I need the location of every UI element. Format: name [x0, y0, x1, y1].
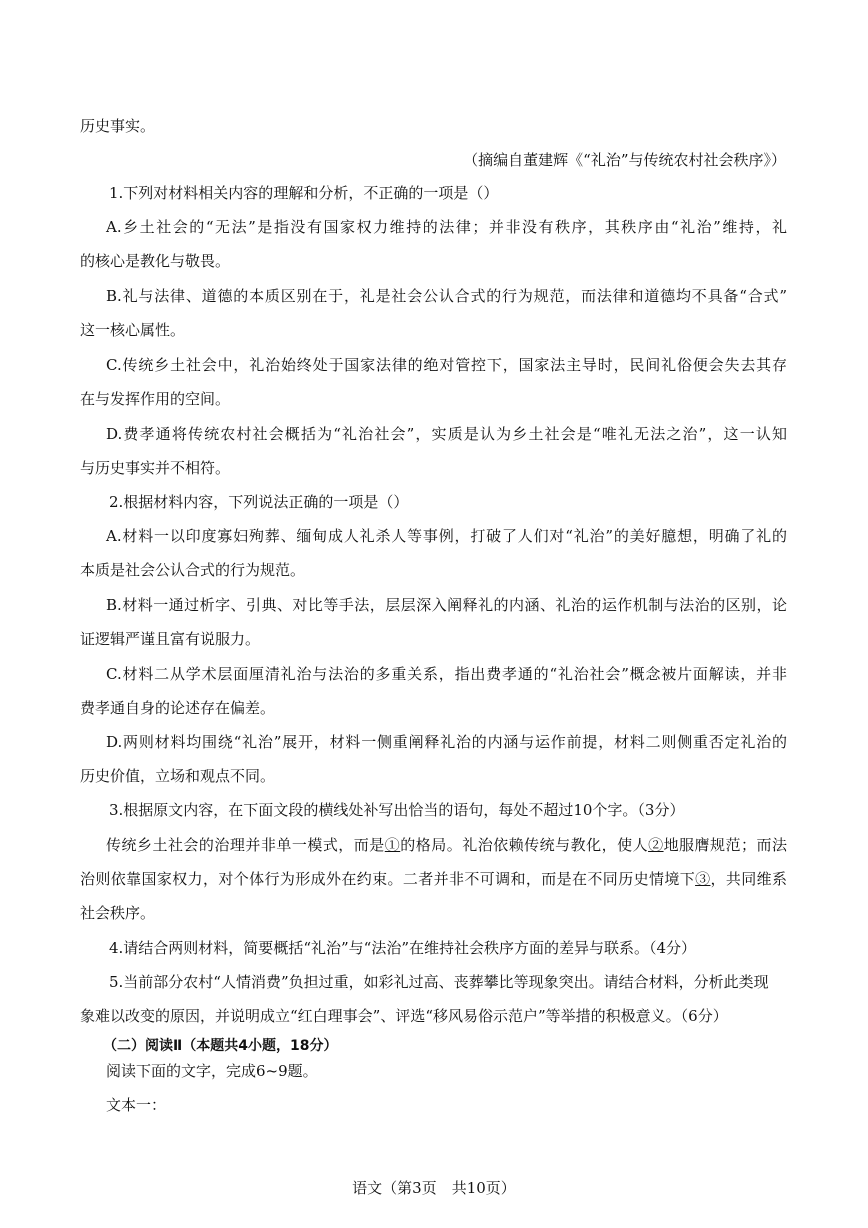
question-1: 1.下列对材料相关内容的理解和分析，不正确的一项是（） [109, 184, 499, 202]
passage-text: 治则依靠国家权力，对个体行为形成外在约束。二者并非不可调和，而是在不同历史情境下 [80, 870, 696, 888]
option-2c-cont: 费孝通自身的论述存在偏差。 [80, 699, 276, 717]
reading-instruction: 阅读下面的文字，完成6~9题。 [106, 1062, 318, 1080]
question-2: 2.根据材料内容，下列说法正确的一项是（） [109, 493, 409, 511]
option-1d: D.费孝通将传统农村社会概括为“礼治社会”，实质是认为乡土社会是“唯礼无法之治”，这一认知 [106, 425, 787, 443]
question-3-passage-line-1 [106, 835, 787, 855]
question-4: 4.请结合两则材料，简要概括“礼治”与“法治”在维持社会秩序方面的差异与联系。（4分） [109, 939, 697, 957]
option-1a: A.乡土社会的“无法”是指没有国家权力维持的法律；并非没有秩序，其秩序由“礼治”维持，礼 [106, 218, 787, 236]
question-3: 3.根据原文内容，在下面文段的横线处补写出恰当的语句，每处不超过10个字。（3分） [109, 801, 685, 819]
option-1b: B.礼与法律、道德的本质区别在于，礼是社会公认合式的行为规范，而法律和道德均不具备“合式” [106, 287, 787, 305]
passage-text: 地服膺规范；而法 [663, 836, 787, 854]
option-2a-cont: 本质是社会公认合式的行为规范。 [80, 561, 306, 579]
passage-text: 传统乡土社会的治理并非单一模式，而是 [106, 836, 385, 854]
question-5-cont: 象难以改变的原因，并说明成立“红白理事会”、评选“移风易俗示范户”等举措的积极意义。（6分） [80, 1007, 728, 1025]
option-2b-cont: 证逻辑严谨且富有说服力。 [80, 630, 261, 648]
option-1d-cont: 与历史事实并不相符。 [80, 459, 231, 477]
blank-1-marker: ① [384, 836, 401, 854]
text-line: 历史事实。 [80, 117, 156, 135]
option-1c-cont: 在与发挥作用的空间。 [80, 390, 231, 408]
option-2d: D.两则材料均围绕“礼治”展开，材料一侧重阐释礼治的内涵与运作前提，材料二则侧重否定礼治的 [106, 733, 787, 751]
text-label: 文本一： [106, 1096, 167, 1114]
option-1b-cont: 这一核心属性。 [80, 321, 186, 339]
blank-2-marker: ② [648, 836, 664, 854]
option-1c: C.传统乡土社会中，礼治始终处于国家法律的绝对管控下，国家法主导时，民间礼俗便会失去其存 [106, 356, 787, 374]
question-5: 5.当前部分农村“人情消费”负担过重，如彩礼过高、丧葬攀比等现象突出。请结合材料，分析此类现 [109, 973, 769, 991]
section-heading: （二）阅读Ⅱ（本题共4小题，18分） [103, 1038, 338, 1054]
option-2b: B.材料一通过析字、引典、对比等手法，层层深入阐释礼的内涵、礼治的运作机制与法治的区别，论 [106, 596, 787, 614]
option-2a: A.材料一以印度寡妇殉葬、缅甸成人礼杀人等事例，打破了人们对“礼治”的美好臆想，明确了礼的 [106, 527, 787, 545]
passage-text: 的格局。礼治依赖传统与教化，使人 [400, 836, 649, 854]
passage-text: ，共同维系 [710, 870, 787, 888]
option-2c: C.材料二从学术层面厘清礼治与法治的多重关系，指出费孝通的“礼治社会”概念被片面解读，并非 [106, 665, 787, 683]
option-1a-cont: 的核心是教化与敬畏。 [80, 252, 231, 270]
blank-3-marker: ③ [695, 870, 711, 888]
question-3-passage-line-2 [80, 869, 787, 889]
page-footer: 语文（第3页 共10页） [352, 1179, 516, 1197]
source-citation: （摘编自董建辉《“礼治”与传统农村社会秩序》） [463, 151, 786, 169]
question-3-passage-line-3: 社会秩序。 [80, 904, 156, 922]
option-2d-cont: 历史价值，立场和观点不同。 [80, 767, 276, 785]
